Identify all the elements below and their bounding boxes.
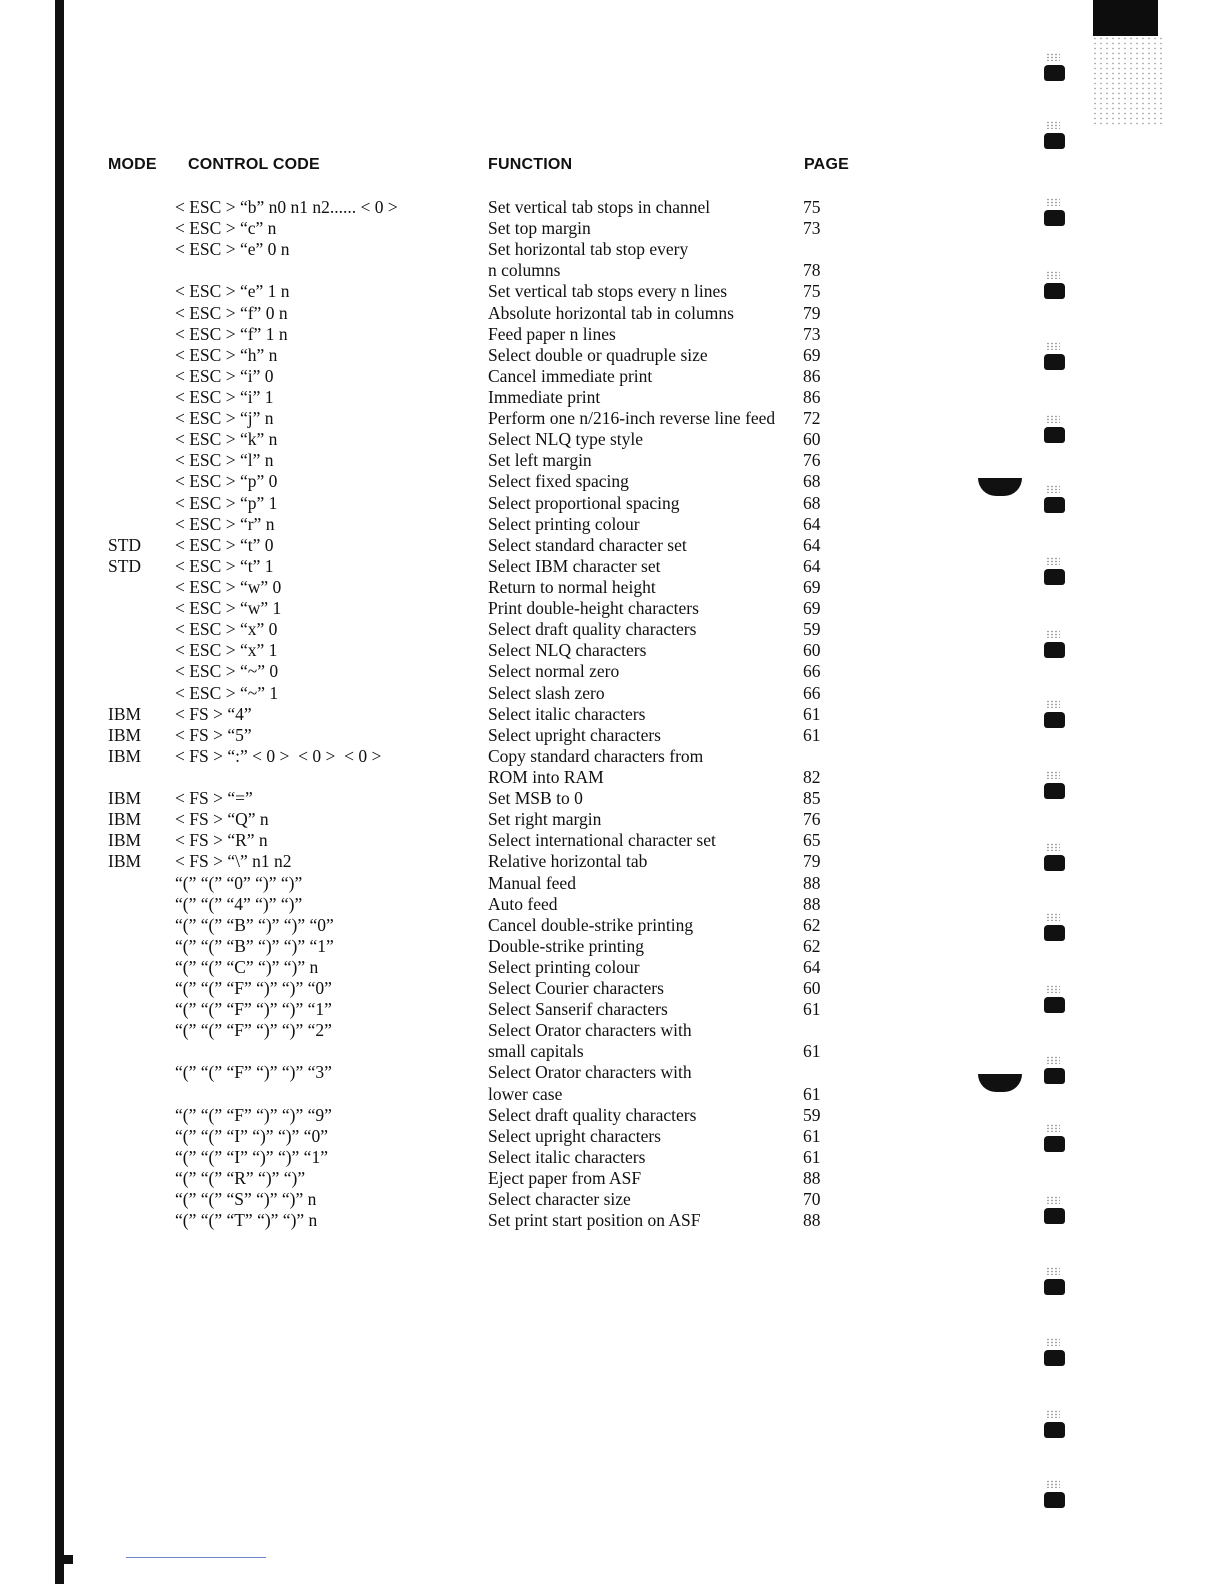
binding-hole xyxy=(1044,1068,1065,1084)
function-cell: lower case xyxy=(488,1083,563,1104)
table-row xyxy=(0,1062,900,1083)
table-row xyxy=(0,788,900,809)
control-code-cell: < ESC > “p” 1 xyxy=(175,492,278,513)
table-row xyxy=(0,746,900,767)
binding-hole-shadow xyxy=(1046,843,1060,851)
page-cell: 61 xyxy=(803,1041,821,1062)
function-cell: Select Courier characters xyxy=(488,978,664,999)
binding-hole xyxy=(1044,283,1065,299)
table-row xyxy=(0,767,900,788)
table-row xyxy=(0,936,900,957)
page-cell: 68 xyxy=(803,492,821,513)
binding-hole xyxy=(1044,65,1065,81)
table-row xyxy=(0,471,900,492)
control-code-cell: < ESC > “e” 1 n xyxy=(175,281,290,302)
page-cell: 85 xyxy=(803,788,821,809)
binding-hole-shadow xyxy=(1046,700,1060,708)
table-row xyxy=(0,1084,900,1105)
function-cell: Double-strike printing xyxy=(488,935,645,956)
control-code-cell: < FS > “5” xyxy=(175,724,252,745)
function-cell: small capitals xyxy=(488,1041,584,1062)
control-code-cell: < ESC > “f” 1 n xyxy=(175,323,288,344)
page-cell: 68 xyxy=(803,471,821,492)
control-code-cell: < ESC > “i” 0 xyxy=(175,365,274,386)
binding-hole xyxy=(1044,1350,1065,1366)
binding-hole-shadow xyxy=(1046,1480,1060,1488)
function-cell: Set left margin xyxy=(488,450,592,471)
function-cell: Select printing colour xyxy=(488,513,640,534)
mode-cell: IBM xyxy=(108,724,142,745)
scan-corner-shadow xyxy=(1093,0,1158,36)
control-code-cell: < ESC > “t” 0 xyxy=(175,534,274,555)
function-cell: Select upright characters xyxy=(488,724,661,745)
table-row xyxy=(0,387,900,408)
table-row xyxy=(0,978,900,999)
table-row xyxy=(0,661,900,682)
table-row xyxy=(0,535,900,556)
binding-hole-shadow xyxy=(1046,198,1060,206)
binding-hole xyxy=(1044,1279,1065,1295)
table-row xyxy=(0,725,900,746)
function-cell: Select fixed spacing xyxy=(488,471,629,492)
binding-hole xyxy=(1044,925,1065,941)
binding-hole xyxy=(1044,569,1065,585)
header-page: PAGE xyxy=(804,156,849,173)
mode-cell: STD xyxy=(108,534,142,555)
control-code-cell: < ESC > “p” 0 xyxy=(175,471,278,492)
binding-hole xyxy=(1044,1422,1065,1438)
binding-hole xyxy=(1044,354,1065,370)
control-code-cell: < FS > “R” n xyxy=(175,830,268,851)
page-cell: 61 xyxy=(803,1083,821,1104)
binding-holes xyxy=(1044,0,1074,1584)
footer-rule xyxy=(126,1557,266,1558)
page-cell: 64 xyxy=(803,513,821,534)
control-code-cell: “(” “(” “4” “)” “)” xyxy=(175,893,303,914)
control-code-cell: “(” “(” “T” “)” “)” n xyxy=(175,1210,318,1231)
control-code-cell: < ESC > “k” n xyxy=(175,429,278,450)
binding-hole-shadow xyxy=(1046,271,1060,279)
function-cell: ROM into RAM xyxy=(488,766,604,787)
control-code-cell: < ESC > “j” n xyxy=(175,408,274,429)
table-row xyxy=(0,303,900,324)
function-cell: Set vertical tab stops in channel xyxy=(488,197,711,217)
command-table xyxy=(0,197,900,1231)
page-cell: 75 xyxy=(803,281,821,302)
function-cell: Select IBM character set xyxy=(488,555,661,576)
header-mode: MODE xyxy=(108,156,157,173)
binding-hole-shadow xyxy=(1046,1267,1060,1275)
control-code-cell: < ESC > “r” n xyxy=(175,513,275,534)
binding-hole xyxy=(1044,133,1065,149)
page-cell: 66 xyxy=(803,661,821,682)
header-control-code: CONTROL CODE xyxy=(188,156,320,173)
function-cell: Select normal zero xyxy=(488,661,620,682)
table-row xyxy=(0,999,900,1020)
table-row xyxy=(0,556,900,577)
page-cell: 86 xyxy=(803,386,821,407)
page-cell: 79 xyxy=(803,302,821,323)
page-cell: 79 xyxy=(803,851,821,872)
function-cell: n columns xyxy=(488,260,561,281)
page-cell: 65 xyxy=(803,830,821,851)
page-cell: 60 xyxy=(803,429,821,450)
binding-hole-shadow xyxy=(1046,557,1060,565)
binding-hole xyxy=(1044,997,1065,1013)
page-cell: 60 xyxy=(803,978,821,999)
ring-binder-mark xyxy=(978,478,1022,496)
control-code-cell: < ESC > “c” n xyxy=(175,218,277,239)
control-code-cell: < ESC > “w” 1 xyxy=(175,598,282,619)
page-cell: 62 xyxy=(803,935,821,956)
binding-hole xyxy=(1044,210,1065,226)
table-row xyxy=(0,873,900,894)
function-cell: Feed paper n lines xyxy=(488,323,616,344)
binding-hole-shadow xyxy=(1046,1410,1060,1418)
function-cell: Set horizontal tab stop every xyxy=(488,239,689,260)
function-cell: Select proportional spacing xyxy=(488,492,680,513)
page-cell: 61 xyxy=(803,999,821,1020)
page-cell: 64 xyxy=(803,956,821,977)
function-cell: Select character size xyxy=(488,1189,631,1210)
page-cell: 88 xyxy=(803,872,821,893)
page-cell: 88 xyxy=(803,893,821,914)
function-cell: Select upright characters xyxy=(488,1125,661,1146)
page-cell: 88 xyxy=(803,1168,821,1189)
page-cell: 61 xyxy=(803,1125,821,1146)
control-code-cell: “(” “(” “B” “)” “)” “0” xyxy=(175,914,334,935)
function-cell: Set top margin xyxy=(488,218,591,239)
page-cell: 61 xyxy=(803,724,821,745)
table-row xyxy=(0,493,900,514)
control-code-cell: < ESC > “~” 0 xyxy=(175,661,279,682)
binding-hole-shadow xyxy=(1046,1196,1060,1204)
page-cell: 82 xyxy=(803,766,821,787)
table-row xyxy=(0,1020,900,1041)
control-code-cell: < FS > “=” xyxy=(175,788,253,809)
function-cell: Perform one n/216-inch reverse line feed xyxy=(488,408,776,429)
page-cell: 75 xyxy=(803,197,821,217)
table-row xyxy=(0,345,900,366)
function-cell: Select double or quadruple size xyxy=(488,344,708,365)
control-code-cell: “(” “(” “R” “)” “)” xyxy=(175,1168,306,1189)
binding-hole xyxy=(1044,1208,1065,1224)
binding-hole xyxy=(1044,783,1065,799)
function-cell: Select italic characters xyxy=(488,703,646,724)
table-row xyxy=(0,577,900,598)
table-row xyxy=(0,830,900,851)
function-cell: Cancel double-strike printing xyxy=(488,914,694,935)
function-cell: Copy standard characters from xyxy=(488,745,704,766)
control-code-cell: “(” “(” “F” “)” “)” “9” xyxy=(175,1104,332,1125)
binding-spine-foot xyxy=(55,1555,73,1564)
function-cell: Immediate print xyxy=(488,386,601,407)
function-cell: Select Orator characters with xyxy=(488,1020,692,1041)
mode-cell: IBM xyxy=(108,809,142,830)
binding-hole xyxy=(1044,855,1065,871)
binding-hole-shadow xyxy=(1046,630,1060,638)
control-code-cell: < FS > “4” xyxy=(175,703,252,724)
page-cell: 86 xyxy=(803,365,821,386)
table-row xyxy=(0,429,900,450)
mode-cell: IBM xyxy=(108,851,142,872)
binding-hole-shadow xyxy=(1046,1124,1060,1132)
control-code-cell: < ESC > “h” n xyxy=(175,344,278,365)
table-row xyxy=(0,1210,900,1231)
function-cell: Select draft quality characters xyxy=(488,619,697,640)
binding-hole xyxy=(1044,712,1065,728)
binding-hole-shadow xyxy=(1046,342,1060,350)
page-cell: 69 xyxy=(803,598,821,619)
table-row xyxy=(0,1168,900,1189)
table-row xyxy=(0,683,900,704)
page-cell: 72 xyxy=(803,408,821,429)
page-cell: 61 xyxy=(803,703,821,724)
page-cell: 78 xyxy=(803,260,821,281)
control-code-cell: < FS > “\” n1 n2 xyxy=(175,851,292,872)
mode-cell: IBM xyxy=(108,745,142,766)
table-row xyxy=(0,1105,900,1126)
page-cell: 76 xyxy=(803,809,821,830)
control-code-cell: < ESC > “e” 0 n xyxy=(175,239,290,260)
function-cell: Select draft quality characters xyxy=(488,1104,697,1125)
table-row xyxy=(0,894,900,915)
table-row xyxy=(0,324,900,345)
table-row xyxy=(0,1147,900,1168)
table-row xyxy=(0,1041,900,1062)
function-cell: Select standard character set xyxy=(488,534,687,555)
page-cell: 70 xyxy=(803,1189,821,1210)
binding-hole-shadow xyxy=(1046,913,1060,921)
table-row xyxy=(0,239,900,260)
table-row xyxy=(0,260,900,281)
page-cell: 73 xyxy=(803,323,821,344)
control-code-cell: “(” “(” “F” “)” “)” “0” xyxy=(175,978,332,999)
control-code-cell: “(” “(” “F” “)” “)” “2” xyxy=(175,1020,332,1041)
page-cell: 62 xyxy=(803,914,821,935)
function-cell: Select Sanserif characters xyxy=(488,999,668,1020)
table-row xyxy=(0,450,900,471)
scan-speckle xyxy=(1092,36,1164,126)
table-row xyxy=(0,704,900,725)
function-cell: Absolute horizontal tab in columns xyxy=(488,302,734,323)
function-cell: Cancel immediate print xyxy=(488,365,653,386)
control-code-cell: < ESC > “f” 0 n xyxy=(175,302,288,323)
table-row xyxy=(0,281,900,302)
function-cell: Select printing colour xyxy=(488,956,640,977)
function-cell: Set vertical tab stops every n lines xyxy=(488,281,728,302)
binding-hole xyxy=(1044,1492,1065,1508)
page-cell: 66 xyxy=(803,682,821,703)
binding-hole-shadow xyxy=(1046,1338,1060,1346)
page-cell: 69 xyxy=(803,576,821,597)
page-cell: 64 xyxy=(803,534,821,555)
mode-cell: IBM xyxy=(108,703,142,724)
control-code-cell: < ESC > “w” 0 xyxy=(175,576,282,597)
function-cell: Select italic characters xyxy=(488,1146,646,1167)
header-function: FUNCTION xyxy=(488,156,573,173)
control-code-cell: < ESC > “x” 1 xyxy=(175,640,278,661)
control-code-cell: < ESC > “i” 1 xyxy=(175,386,274,407)
page-cell: 73 xyxy=(803,218,821,239)
page-cell: 69 xyxy=(803,344,821,365)
binding-hole-shadow xyxy=(1046,985,1060,993)
control-code-cell: “(” “(” “S” “)” “)” n xyxy=(175,1189,317,1210)
table-row xyxy=(0,809,900,830)
table-row xyxy=(0,957,900,978)
table-row xyxy=(0,619,900,640)
binding-hole-shadow xyxy=(1046,415,1060,423)
table-row xyxy=(0,851,900,872)
control-code-cell: “(” “(” “B” “)” “)” “1” xyxy=(175,935,334,956)
table-row xyxy=(0,640,900,661)
function-cell: Relative horizontal tab xyxy=(488,851,648,872)
control-code-cell: “(” “(” “I” “)” “)” “1” xyxy=(175,1146,328,1167)
function-cell: Select NLQ type style xyxy=(488,429,644,450)
table-row xyxy=(0,408,900,429)
binding-hole xyxy=(1044,427,1065,443)
function-cell: Manual feed xyxy=(488,872,576,893)
control-code-cell: “(” “(” “C” “)” “)” n xyxy=(175,956,319,977)
function-cell: Return to normal height xyxy=(488,576,656,597)
binding-hole-shadow xyxy=(1046,1056,1060,1064)
function-cell: Select international character set xyxy=(488,830,716,851)
control-code-cell: < FS > “:” < 0 > < 0 > < 0 > xyxy=(175,745,382,766)
control-code-cell: < ESC > “b” n0 n1 n2...... < 0 > xyxy=(175,197,398,217)
binding-hole xyxy=(1044,642,1065,658)
control-code-cell: “(” “(” “I” “)” “)” “0” xyxy=(175,1125,328,1146)
table-row xyxy=(0,514,900,535)
table-row xyxy=(0,197,900,218)
function-cell: Set right margin xyxy=(488,809,602,830)
function-cell: Select NLQ characters xyxy=(488,640,647,661)
mode-cell: IBM xyxy=(108,830,142,851)
binding-hole xyxy=(1044,1136,1065,1152)
control-code-cell: “(” “(” “F” “)” “)” “1” xyxy=(175,999,332,1020)
function-cell: Select slash zero xyxy=(488,682,605,703)
mode-cell: IBM xyxy=(108,788,142,809)
control-code-cell: < ESC > “t” 1 xyxy=(175,555,274,576)
table-row xyxy=(0,915,900,936)
page-cell: 88 xyxy=(803,1210,821,1231)
table-row xyxy=(0,218,900,239)
page-cell: 64 xyxy=(803,555,821,576)
function-cell: Auto feed xyxy=(488,893,558,914)
function-cell: Select Orator characters with xyxy=(488,1062,692,1083)
function-cell: Eject paper from ASF xyxy=(488,1168,642,1189)
table-row xyxy=(0,598,900,619)
control-code-cell: < ESC > “~” 1 xyxy=(175,682,279,703)
binding-hole xyxy=(1044,497,1065,513)
page-cell: 76 xyxy=(803,450,821,471)
ring-binder-mark xyxy=(978,1074,1022,1092)
binding-hole-shadow xyxy=(1046,121,1060,129)
mode-cell: STD xyxy=(108,555,142,576)
function-cell: Print double-height characters xyxy=(488,598,699,619)
table-row xyxy=(0,1189,900,1210)
control-code-cell: < ESC > “x” 0 xyxy=(175,619,278,640)
page-cell: 60 xyxy=(803,640,821,661)
binding-hole-shadow xyxy=(1046,485,1060,493)
table-row xyxy=(0,1126,900,1147)
page-cell: 61 xyxy=(803,1146,821,1167)
binding-hole-shadow xyxy=(1046,53,1060,61)
table-row xyxy=(0,366,900,387)
page-cell: 59 xyxy=(803,1104,821,1125)
function-cell: Set print start position on ASF xyxy=(488,1210,701,1231)
control-code-cell: “(” “(” “F” “)” “)” “3” xyxy=(175,1062,332,1083)
control-code-cell: < FS > “Q” n xyxy=(175,809,269,830)
control-code-cell: < ESC > “l” n xyxy=(175,450,274,471)
binding-hole-shadow xyxy=(1046,771,1060,779)
function-cell: Set MSB to 0 xyxy=(488,788,583,809)
control-code-cell: “(” “(” “0” “)” “)” xyxy=(175,872,303,893)
page-cell: 59 xyxy=(803,619,821,640)
